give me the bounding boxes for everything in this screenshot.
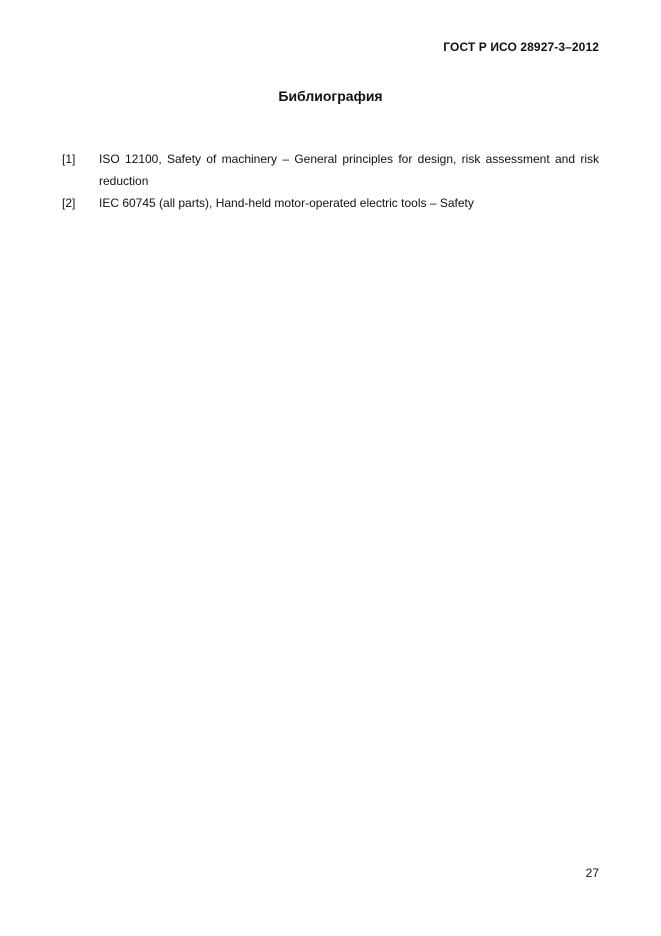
bibliography-item-text: ISO 12100, Safety of machinery – General principles for design, risk assessment and risk reduction bbox=[99, 152, 599, 188]
bibliography-list bbox=[62, 148, 599, 214]
document-standard-header: ГОСТ Р ИСО 28927-3–2012 bbox=[443, 40, 599, 54]
bibliography-item-text: IEC 60745 (all parts), Hand-held motor-operated electric tools – Safety bbox=[99, 196, 474, 210]
bibliography-item-1 bbox=[62, 148, 599, 192]
bibliography-title: Библиография bbox=[278, 88, 383, 104]
page-number: 27 bbox=[585, 866, 599, 880]
bibliography-item-2 bbox=[62, 192, 599, 214]
bibliography-item-number: [2] bbox=[62, 196, 76, 210]
bibliography-item-number: [1] bbox=[62, 152, 76, 166]
